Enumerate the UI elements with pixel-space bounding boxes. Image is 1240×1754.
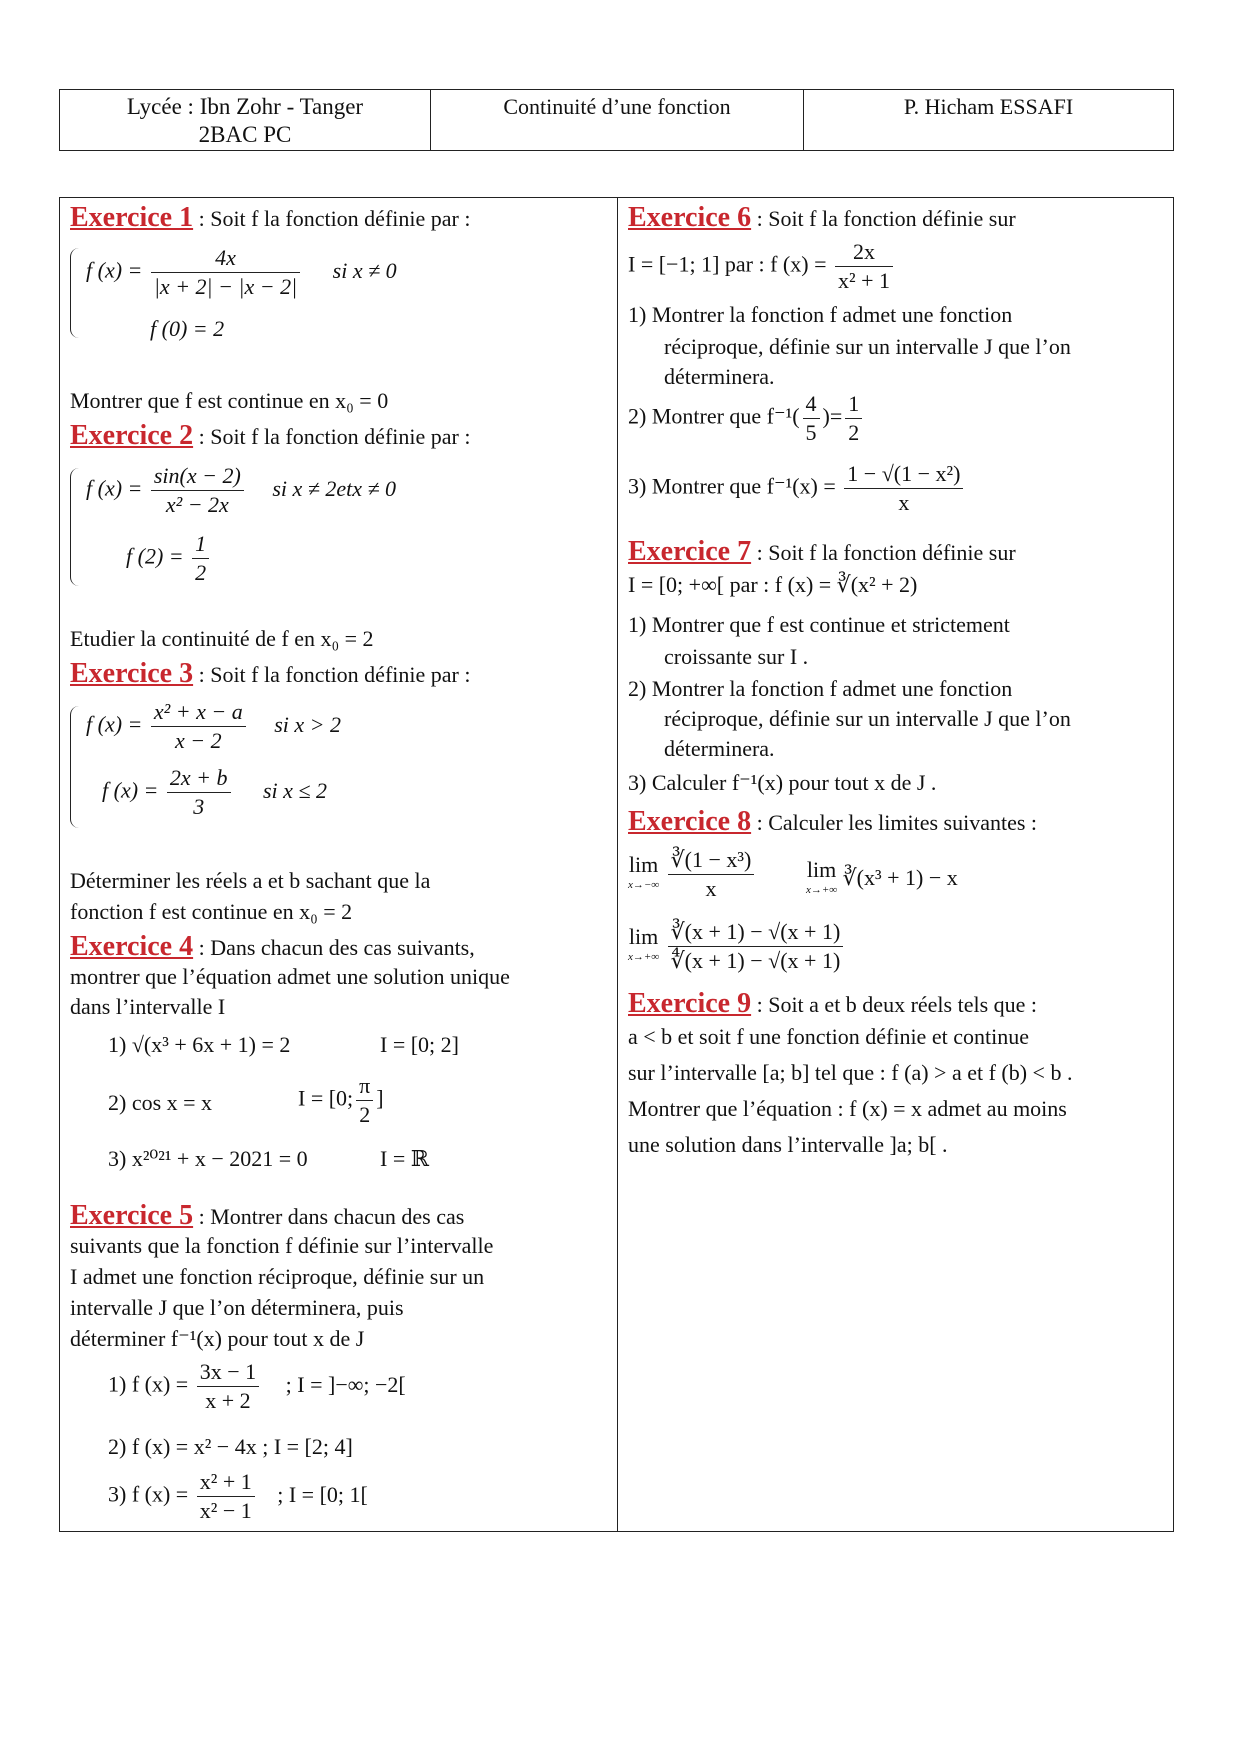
limit-3-operator <box>628 923 660 967</box>
ex6-q2-num: 4 <box>803 390 820 419</box>
ex2-fx: f (x) = <box>86 475 143 501</box>
ex2-den2: 2 <box>195 560 207 585</box>
exercise-7-q3: 3) Calculer f⁻¹(x) pour tout x de J . <box>628 770 937 795</box>
exercise-1-case-2: f (0) = 2 <box>150 316 225 341</box>
ex5-i1-interval: ; I = ]−∞; −2[ <box>285 1371 406 1397</box>
exercise-9-label: Exercice 9 <box>628 988 752 1019</box>
exercise-4-heading <box>70 931 475 963</box>
ex4-i2-open: I = [0; <box>298 1085 354 1111</box>
ex6-den: x² + 1 <box>838 268 891 293</box>
exercise-3-intro: : Soit f la fonction définie par : <box>193 662 471 687</box>
exercise-1-task: Montrer que f est continue en x₀ = 0 <box>70 388 389 413</box>
exercise-4-item-1-interval: I = [0; 2] <box>380 1032 459 1057</box>
exercise-4-label: Exercice 4 <box>70 931 194 962</box>
exercise-6-q1b: réciproque, définie sur un intervalle J que l’on <box>664 334 1071 359</box>
ex2-fraction <box>151 462 244 519</box>
exercise-1-intro: : Soit f la fonction définie par : <box>193 206 471 231</box>
exercise-2-task: Etudier la continuité de f en x₀ = 2 <box>70 626 374 651</box>
exercise-6-q1c: déterminera. <box>664 364 775 389</box>
ex2-den: x² − 2x <box>165 492 229 517</box>
ex3-cond: si x > 2 <box>274 711 341 737</box>
exercise-2-case-2 <box>126 530 212 587</box>
class-name: 2BAC PC <box>198 122 292 147</box>
limit-3-num: ∛(x + 1) − √(x + 1) <box>668 918 844 947</box>
exercise-9-intro: : Soit a et b deux réels tels que : <box>751 992 1038 1017</box>
teacher-name: P. Hicham ESSAFI <box>903 94 1074 119</box>
exercise-7-heading <box>628 536 1016 568</box>
exercise-6-q2: 2) Montrer que f⁻¹( $\frac{4}{5}$ )= $\frac{1}{2}$ <box>628 390 865 447</box>
ex5-i1-num: 3x − 1 <box>197 1358 259 1387</box>
exercise-7-label: Exercice 7 <box>628 536 752 567</box>
exercise-2-heading <box>70 420 470 452</box>
limit-2-sub: x→+∞ <box>806 884 838 896</box>
exercise-7-q2a: 2) Montrer la fonction f admet une fonction <box>628 676 1013 701</box>
ex2-num: sin(x − 2) <box>151 462 244 491</box>
exercise-5-item-3 <box>108 1468 368 1525</box>
header-teacher-cell <box>804 90 1173 150</box>
exercise-9-line-4: Montrer que l’équation : f (x) = x admet au moins <box>628 1096 1067 1121</box>
ex4-two: 2 <box>359 1102 371 1127</box>
ex6-q2-text: 2) Montrer que f⁻¹ <box>628 403 793 429</box>
exercise-1-case-1 <box>86 244 397 301</box>
ex5-i3-fraction <box>197 1468 255 1525</box>
ex6-q2-fraction <box>803 390 820 447</box>
ex6-num: 2x <box>835 238 893 267</box>
exercise-6-definition <box>628 238 896 295</box>
exercise-7-definition: I = [0; +∞[ par : f (x) = ∛(x² + 2) <box>628 572 918 597</box>
ex6-def-text: I = [−1; 1] par : f (x) = <box>628 251 827 277</box>
ex1-den: |x + 2| − |x − 2| <box>153 274 298 299</box>
exercise-4-intro: : Dans chacun des cas suivants, <box>193 935 475 960</box>
ex6-q3-fraction <box>844 460 963 517</box>
ex3-num2: 2x + b <box>167 764 231 793</box>
exercise-8-intro: : Calculer les limites suivantes : <box>751 810 1038 835</box>
exercise-4-item-3-interval: I = ℝ <box>380 1146 430 1171</box>
exercise-1-label: Exercice 1 <box>70 202 194 233</box>
ex6-q3-text: 3) Montrer que f⁻¹(x) = <box>628 473 836 499</box>
exercise-6-q3 <box>628 460 966 517</box>
ex2-fraction-2 <box>192 530 209 587</box>
ex5-i3-fx: 3) f (x) = <box>108 1481 189 1507</box>
exercise-8-limit-3 <box>628 918 846 975</box>
exercise-8-heading <box>628 806 1037 838</box>
exercise-9-heading <box>628 988 1037 1020</box>
exercise-3-label: Exercice 3 <box>70 658 194 689</box>
ex5-i1-fx: 1) f (x) = <box>108 1371 189 1397</box>
exercise-9-line-3: sur l’intervalle [a; b] tel que : f (a) > a et f (b) < b . <box>628 1060 1073 1085</box>
exercise-4-item-3: 3) x²⁰²¹ + x − 2021 = 0 <box>108 1146 308 1171</box>
exercise-5-item-2: 2) f (x) = x² − 4x ; I = [2; 4] <box>108 1434 353 1459</box>
ex6-q2-result-den: 2 <box>848 420 860 445</box>
exercise-5-line-3: I admet une fonction réciproque, définie sur un <box>70 1264 485 1289</box>
exercise-8-limit-1 <box>628 846 757 903</box>
exercise-2-intro: : Soit f la fonction définie par : <box>193 424 471 449</box>
ex4-pi-fraction <box>356 1072 373 1129</box>
limit-3-sub: x→+∞ <box>628 950 660 963</box>
exercise-frame <box>59 197 1174 1532</box>
ex6-fraction <box>835 238 893 295</box>
exercise-5-line-5: déterminer f⁻¹(x) pour tout x de J <box>70 1326 365 1351</box>
ex3-den: x − 2 <box>174 728 222 753</box>
column-divider <box>617 198 618 1531</box>
document-title: Continuité d’une fonction <box>503 94 731 119</box>
limit-1-sub: x→−∞ <box>628 878 660 891</box>
ex6-q2-eq: = <box>829 403 843 429</box>
header-table <box>59 89 1174 151</box>
header-title-cell <box>431 90 804 150</box>
exercise-5-label: Exercice 5 <box>70 1200 194 1231</box>
exercise-4-line-2: montrer que l’équation admet une solution unique <box>70 964 510 989</box>
exercise-5-item-1 <box>108 1358 406 1415</box>
ex1-num: 4x <box>151 244 300 273</box>
ex3-num: x² + x − a <box>151 698 246 727</box>
ex1-cond: si x ≠ 0 <box>332 257 397 283</box>
exercise-7-q2c: déterminera. <box>664 736 775 761</box>
exercise-5-line-4: intervalle J que l’on déterminera, puis <box>70 1295 404 1320</box>
exercise-7-q2b: réciproque, définie sur un intervalle J que l’on <box>664 706 1071 731</box>
exercise-5-heading <box>70 1200 464 1232</box>
school-name: Lycée : Ibn Zohr - Tanger <box>126 94 364 119</box>
exercise-7-intro: : Soit f la fonction définie sur <box>751 540 1016 565</box>
exercise-7-q1a: 1) Montrer que f est continue et strictement <box>628 612 1010 637</box>
exercise-8-label: Exercice 8 <box>628 806 752 837</box>
exercise-3-case-2 <box>102 764 327 821</box>
limit-1-fraction <box>668 846 755 903</box>
exercise-4-item-1: 1) √(x³ + 6x + 1) = 2 <box>108 1032 291 1057</box>
ex2-f2: f (2) = <box>126 543 184 569</box>
limit-3-fraction <box>668 918 844 975</box>
header-school-cell <box>60 90 431 150</box>
exercise-9-line-5: une solution dans l’intervalle ]a; b[ . <box>628 1132 948 1157</box>
ex6-q2-result <box>845 390 862 447</box>
ex3-fraction-2 <box>167 764 231 821</box>
ex6-q3-den: x <box>898 490 910 515</box>
ex5-i3-den: x² − 1 <box>199 1498 252 1523</box>
exercise-1-brace <box>70 248 79 338</box>
ex5-i3-num: x² + 1 <box>197 1468 255 1497</box>
ex2-num2: 1 <box>192 530 209 559</box>
ex3-cond2: si x ≤ 2 <box>263 777 328 803</box>
exercise-7-q1b: croissante sur I . <box>664 644 809 669</box>
limit-1-den: x <box>705 876 717 901</box>
limit-2-lim: lim <box>806 857 837 882</box>
exercise-3-brace <box>70 706 79 828</box>
ex6-q2-result-num: 1 <box>845 390 862 419</box>
exercise-3-task-1: Déterminer les réels a et b sachant que la <box>70 868 431 893</box>
exercise-6-intro: : Soit f la fonction définie sur <box>751 206 1016 231</box>
ex5-i1-fraction <box>197 1358 259 1415</box>
exercise-2-case-1 <box>86 462 396 519</box>
exercise-4-item-2: 2) cos x = x <box>108 1090 213 1115</box>
limit-3-lim: lim <box>628 923 659 949</box>
ex5-i3-interval: ; I = [0; 1[ <box>277 1481 368 1507</box>
ex1-fx: f (x) = <box>86 257 143 283</box>
exercise-1-heading <box>70 202 470 234</box>
exercise-4-item-2-interval <box>298 1072 384 1129</box>
limit-1-operator <box>628 851 660 895</box>
ex5-i1-den: x + 2 <box>205 1388 251 1413</box>
limit-3-den: ∜(x + 1) − √(x + 1) <box>670 948 841 973</box>
ex1-fraction <box>151 244 300 301</box>
limit-2-expression: ∛(x³ + 1) − x <box>842 865 958 891</box>
limit-1-lim: lim <box>628 851 659 877</box>
exercise-6-label: Exercice 6 <box>628 202 752 233</box>
ex4-pi: π <box>356 1072 373 1101</box>
ex6-q2-den: 5 <box>805 420 817 445</box>
exercise-3-task-2: fonction f est continue en x₀ = 2 <box>70 899 353 924</box>
ex3-fraction <box>151 698 246 755</box>
exercise-5-line-2: suivants que la fonction f définie sur l’intervalle <box>70 1233 494 1258</box>
exercise-2-brace <box>70 468 79 586</box>
ex2-cond: si x ≠ 2etx ≠ 0 <box>272 475 397 501</box>
exercise-4-line-3: dans l’intervalle I <box>70 994 226 1019</box>
exercise-2-label: Exercice 2 <box>70 420 194 451</box>
ex6-q3-num: 1 − √(1 − x²) <box>844 460 963 489</box>
exercise-3-case-1 <box>86 698 341 755</box>
ex3-den2: 3 <box>193 794 205 819</box>
limit-2-operator <box>806 857 838 900</box>
exercise-3-heading <box>70 658 470 690</box>
ex3-fx: f (x) = <box>86 711 143 737</box>
ex4-i2-close: ] <box>376 1085 384 1111</box>
exercise-9-line-2: a < b et soit f une fonction définie et continue <box>628 1024 1029 1049</box>
limit-1-num: ∛(1 − x³) <box>668 846 755 875</box>
exercise-6-heading <box>628 202 1016 234</box>
ex3-fx2: f (x) = <box>102 777 159 803</box>
exercise-6-q1a: 1) Montrer la fonction f admet une fonction <box>628 302 1013 327</box>
exercise-5-intro: : Montrer dans chacun des cas <box>193 1204 465 1229</box>
exercise-8-limit-2 <box>806 857 958 900</box>
